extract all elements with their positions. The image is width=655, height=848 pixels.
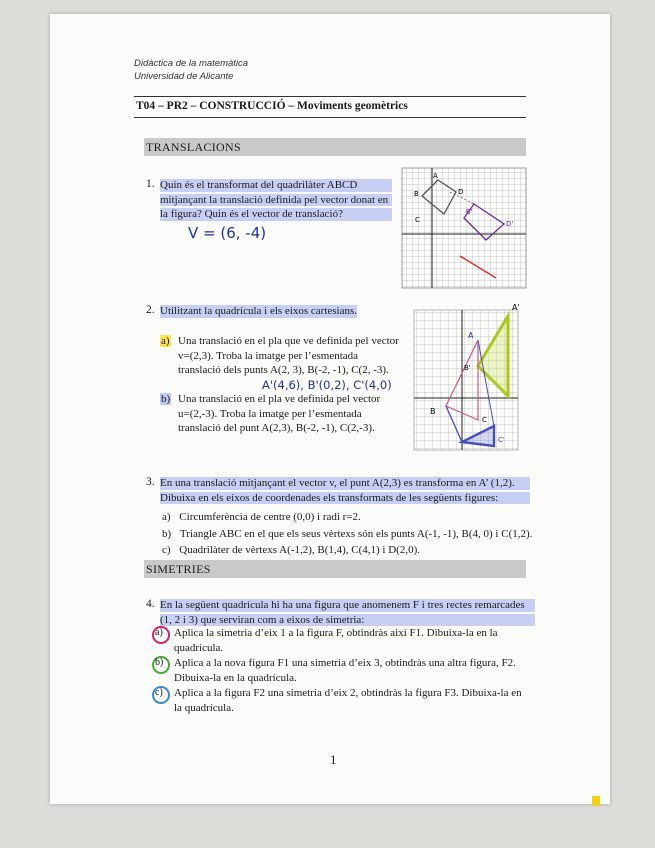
q3-item-text: Circumferència de centre (0,0) i radi r=2. [179,511,361,523]
q3-number: 3. [146,476,155,488]
figure2-grid [408,296,532,456]
q2-number: 2. [146,304,155,316]
title-bar [134,96,526,118]
fig1-label: C [415,216,420,224]
q2-b-line: Una translació en el pla ve definida pel vector [178,393,381,405]
q3-items [162,510,532,558]
q4-a-line: quadrícula. [174,641,224,654]
q4-number: 4. [146,598,155,610]
q2-a-line: v=(2,3). Troba la imatge per l’esmentada [178,349,359,362]
q2-handwritten-answer: A'(4,6), B'(0,2), C'(4,0) [262,378,392,392]
q4-a-label: a) [155,627,163,638]
page-number: 1 [330,752,337,767]
q4-b-line: Aplica a la nova figura F1 una simetria d’eix 3, obtindràs una altra figura, F2. [174,657,516,669]
section-translations: TRANSLACIONS [144,138,526,156]
fig1-label: B [414,190,419,198]
q4-a-text [174,626,534,655]
fig2-label: B' [464,364,471,372]
q2-b-label-text: b) [161,393,171,405]
q2-b-line: u=(2,-3). Troba la imatge per l’esmentada [178,407,362,420]
q3-line: Dibuixa en els eixos de coordenades els transformats de les següents figures: [160,491,530,506]
q1-line: mitjançant la translació definida pel vector donat en [160,193,392,208]
q3-item-text: Quadrilàter de vèrtexs A(-1,2), B(1,4), C(4,1) i D(2,0). [179,544,421,556]
q3-item [162,510,532,525]
q3-item-label: c) [162,544,171,556]
section-symmetries: SIMETRIES [144,560,526,578]
q2-a-label-text: a) [161,335,170,347]
fig2-label: A' [512,303,520,312]
q4-c-text [174,686,534,715]
q3-item [162,543,532,558]
q2-a-line: Una translació en el pla que ve definida pel vector [178,335,399,347]
course-name: Didàctica de la matemàtica [134,58,249,69]
q4-a-line: Aplica la simetria d’eix 1 a la figura F, obtindràs així F1. Dibuixa-la en la [174,627,498,639]
document-page [50,14,610,804]
figure1-grid [400,166,530,292]
q2-a-line: translació dels punts A(2, 3), B(-2, -1), C(2, -3). [178,364,389,376]
q4-line: En la següent quadrícula hi ha una figura que anomenem F i tres rectes remarcades [160,598,535,613]
fig2-label: C [482,416,487,424]
fig1-label: A [433,172,438,180]
q2-a-text [178,334,408,378]
fig2-label: C' [498,436,505,444]
q3-item-label: b) [162,527,172,540]
q4-b-text [174,656,534,685]
q2-b-label [160,392,171,407]
yellow-marker-tab [592,796,600,806]
q1-line: la figura? Quin és el vector de translació? [160,207,392,222]
q1-handwritten-answer: V = (6, -4) [188,224,267,242]
fig1-label: D [458,188,464,196]
q1-number: 1. [146,178,155,190]
q3-item-text: Triangle ABC en el que els seus vèrtexs són els punts A(-1, -1), B(4, 0) i C(1,2). [179,527,533,540]
q2-a-label [160,334,171,349]
q3-item [162,527,532,542]
q3-item-label: a) [162,511,171,523]
q4-c-label: c) [155,687,163,698]
q3-line: En una translació mitjançant el vector v, el punt A(2,3) es transforma en A’ (1,2). [160,476,530,491]
fig1-label: D' [506,220,514,228]
q4-b-line: Dibuixa-la en la quadrícula. [174,671,297,684]
q2-b-line: translació del punt A(2,3), B(-2, -1), C(2,-3). [178,422,375,434]
fig2-label: A [468,331,474,340]
q1-text [160,178,392,222]
fig2-label: B [430,407,436,416]
q4-text [160,598,535,627]
university-name: Universidad de Alicante [134,71,234,82]
q4-b-label: b) [155,657,164,668]
q4-line: (1, 2 i 3) que serviran com a eixos de simetria: [160,613,535,628]
q2-b-text [178,392,408,436]
q3-text [160,476,530,505]
q2-text: Utilitzant la quadrícula i els eixos cartesians. [160,305,358,317]
fig1-label: B' [466,208,473,216]
q4-c-line: la quadrícula. [174,701,234,714]
q4-c-line: Aplica a la figura F2 una simetria d’eix 2, obtindràs la figura F3. Dibuixa-la en [174,687,522,699]
document-title: T04 – PR2 – CONSTRUCCIÓ – Moviments geomètrics [136,100,408,112]
q1-line: Quin és el transformat del quadrilàter ABCD [160,178,392,193]
